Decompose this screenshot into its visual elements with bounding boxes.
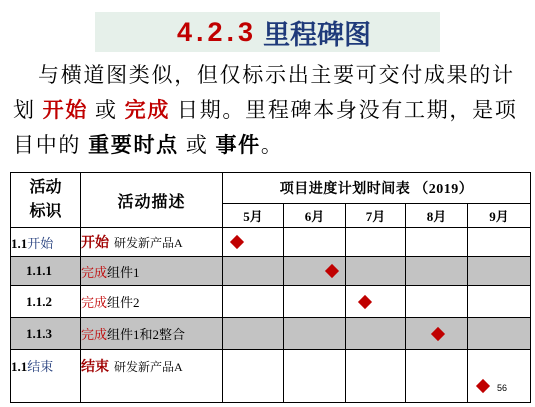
milestone-diamond [325, 264, 339, 278]
month-cell [468, 228, 531, 257]
month-cell [223, 350, 284, 403]
activity-id-number: 1.1.1 [26, 263, 52, 278]
activity-id-label: 开始 [27, 235, 54, 251]
activity-id [11, 257, 81, 286]
header-month: 6月 [284, 204, 346, 228]
activity-detail: 研发新产品A [114, 236, 183, 250]
header-month: 8月 [406, 204, 468, 228]
page-number: 56 [497, 383, 508, 393]
activity-description [81, 228, 223, 257]
slide-title-text: 里程碑图 [263, 19, 372, 50]
activity-id-number: 1.1.3 [26, 325, 52, 341]
milestone-diamond [358, 294, 372, 308]
month-cell [406, 257, 468, 286]
month-cell [346, 318, 406, 350]
month-cell [223, 286, 284, 318]
month-cell [406, 350, 468, 403]
activity-detail: 组件1 [107, 264, 140, 280]
header-activity-id [11, 173, 81, 228]
milestone-diamond [230, 235, 244, 249]
activity-id [11, 228, 81, 257]
milestone-row [11, 350, 531, 403]
month-cell [346, 228, 406, 257]
month-cell [406, 286, 468, 318]
month-cell [284, 228, 346, 257]
activity-id-number: 1.1.2 [26, 293, 52, 309]
intro-line [38, 58, 515, 93]
keyword-key-point: 重要时点 [88, 133, 179, 157]
header-schedule-title: 项目进度计划时间表 （2019） [223, 173, 531, 204]
slide-title-number: 4.2.3 [177, 16, 258, 47]
month-cell [223, 228, 284, 257]
month-cell [346, 286, 406, 318]
activity-keyword: 完成 [81, 295, 108, 310]
activity-description [81, 286, 223, 318]
activity-id-label: 结束 [27, 359, 54, 374]
month-cell [468, 350, 531, 403]
activity-detail: 组件1和2整合 [107, 327, 186, 342]
header-activity-id-line: 活动 [29, 179, 62, 196]
month-cell [223, 318, 284, 350]
activity-id-number: 1.1 [11, 359, 28, 374]
activity-keyword: 结束 [81, 360, 109, 375]
activity-id [11, 350, 81, 403]
activity-description [81, 318, 223, 350]
month-cell [468, 286, 531, 318]
milestone-row [11, 257, 531, 286]
activity-description [81, 350, 223, 403]
month-cell [406, 228, 468, 257]
month-cell [284, 257, 346, 286]
table-header-row [11, 173, 531, 204]
milestone-row [11, 318, 531, 350]
month-cell [406, 318, 468, 350]
activity-id-number: 1.1 [11, 235, 28, 251]
header-activity-description: 活动描述 [81, 173, 223, 228]
intro-text: 划 [13, 98, 43, 122]
slide-title-bar [95, 12, 440, 52]
activity-keyword: 完成 [81, 327, 108, 342]
header-activity-id-line: 标识 [29, 203, 62, 220]
activity-detail: 组件2 [107, 295, 140, 310]
keyword-start: 开始 [42, 98, 89, 122]
intro-line [13, 128, 284, 163]
header-month: 9月 [468, 204, 531, 228]
month-cell [468, 318, 531, 350]
intro-text: 目中的 [13, 133, 89, 157]
month-cell [223, 257, 284, 286]
month-cell [346, 257, 406, 286]
intro-text: 或 [178, 133, 216, 157]
milestone-schedule-table [10, 172, 531, 403]
intro-paragraph [0, 58, 535, 163]
header-month: 5月 [223, 204, 284, 228]
month-cell [284, 318, 346, 350]
milestone-row [11, 228, 531, 257]
activity-id [11, 318, 81, 350]
intro-text: 。 [260, 133, 284, 157]
milestone-diamond [431, 326, 445, 340]
month-cell [284, 350, 346, 403]
activity-detail: 研发新产品A [114, 360, 183, 374]
activity-description [81, 257, 223, 286]
header-month: 7月 [346, 204, 406, 228]
month-cell [284, 286, 346, 318]
keyword-event: 事件 [215, 133, 261, 157]
activity-keyword: 开始 [81, 236, 109, 251]
keyword-finish: 完成 [124, 98, 171, 122]
intro-line [13, 93, 518, 128]
month-cell [468, 257, 531, 286]
intro-text: 或 [88, 98, 125, 122]
activity-id [11, 286, 81, 318]
activity-keyword: 完成 [81, 264, 108, 280]
intro-text: 日期。里程碑本身没有工期，是项 [170, 98, 518, 122]
intro-text: 与横道图类似，但仅标示出主要可交付成果的计 [38, 63, 515, 87]
milestone-diamond [476, 379, 490, 393]
month-cell [346, 350, 406, 403]
milestone-row [11, 286, 531, 318]
